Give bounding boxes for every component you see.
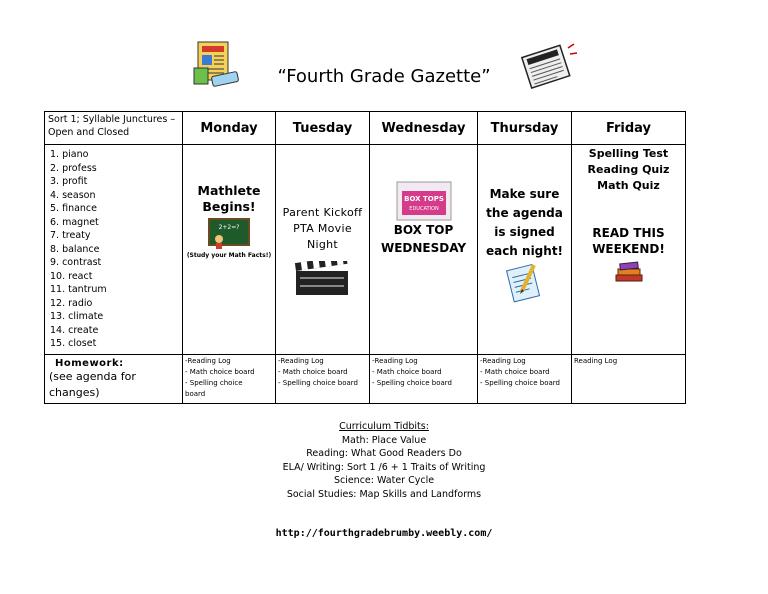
newsletter-clipart [192,38,244,90]
friday-event-cell [572,145,686,355]
day-header-wednesday: Wednesday [370,112,478,145]
homework-monday [183,355,276,404]
list-item: 5. finance [50,203,97,214]
day-header-thursday: Thursday [478,112,572,145]
list-item: 10. react [50,270,93,282]
svg-text:EDUCATION: EDUCATION [409,206,439,212]
list-item: Science: Water Cycle [333,475,435,487]
list-item: Social Studies: Map Skills and Landforms [286,488,482,500]
list-item: - Spelling choice board [278,379,358,387]
list-item: -Reading Log [480,357,526,365]
weekly-schedule-table [44,111,686,404]
list-item: 2. profess [50,162,97,174]
page-title: “Fourth Grade Gazette” [277,66,491,87]
homework-label: Homework: [55,358,124,369]
friday-quiz-text: Spelling Test Reading Quiz Math Quiz [587,147,670,192]
list-item: ELA/ Writing: Sort 1 /6 + 1 Traits of Writing [282,461,486,473]
website-url: http://fourthgradebrumby.weebly.com/ [275,528,493,539]
svg-text:2+2=?: 2+2=? [218,224,240,231]
list-item: - Math choice board [278,368,348,376]
parent-kickoff-text: Parent Kickoff PTA Movie Night [282,206,363,251]
list-item: -Reading Log [185,357,231,365]
day-header-row [45,112,686,145]
list-item: Reading: What Good Readers Do [306,448,462,460]
homework-tuesday [276,355,370,404]
list-item: 11. tantrum [50,284,107,295]
books-clipart [614,259,644,287]
mathlete-text: Mathlete Begins! [197,183,261,214]
homework-thursday [478,355,572,404]
list-item: - Math choice board [372,368,442,376]
day-header-monday: Monday [183,112,276,145]
read-this-weekend-text: READ THIS WEEKEND! [592,226,665,256]
list-item: 12. radio [50,297,93,309]
list-item: board [185,390,206,398]
homework-friday [572,355,686,404]
monday-event-cell [183,145,276,355]
box-top-text: BOX TOP WEDNESDAY [380,223,467,255]
homework-wednesday [370,355,478,404]
day-header-tuesday: Tuesday [276,112,370,145]
list-item: 4. season [50,189,96,201]
list-item: - Math choice board [480,368,550,376]
list-item: 6. magnet [50,216,99,228]
homework-row [45,355,686,404]
newspaper-clipart [518,42,578,92]
day-header-friday: Friday [572,112,686,145]
agenda-reminder-text: Make sure the agenda is signed each night! [485,187,564,258]
homework-note: (see agenda for changes) [49,370,136,399]
list-item: 7. treaty [50,230,91,241]
clapperboard-clipart [292,261,352,301]
wednesday-event-cell [370,145,478,355]
thursday-event-cell [478,145,572,355]
list-item: 13. climate [50,311,104,322]
spelling-word-list [45,145,183,355]
list-item: - Spelling choice board [480,379,560,387]
list-item: 9. contrast [50,257,102,268]
notepad-pencil-clipart [504,261,546,309]
mathlete-subtext: (Study your Math Facts!) [186,252,272,259]
list-item: - Math choice board [185,368,255,376]
list-item: 3. profit [50,176,88,187]
curriculum-tidbits [200,420,568,502]
list-item: 15. closet [50,338,97,349]
events-row [45,145,686,355]
tidbits-heading: Curriculum Tidbits: [339,421,429,432]
list-item: 8. balance [50,243,100,255]
tuesday-event-cell [276,145,370,355]
list-item: 14. create [50,324,99,336]
list-item: Reading Log [574,357,618,365]
list-item: -Reading Log [372,357,418,365]
svg-text:BOX TOPS: BOX TOPS [404,195,444,203]
list-item: 1. piano [50,149,89,160]
list-item: - Spelling choice [185,379,243,387]
list-item: Math: Place Value [341,434,427,446]
box-tops-clipart [396,181,452,225]
math-board-clipart [207,217,251,255]
homework-label-cell [45,355,183,404]
list-item: -Reading Log [278,357,324,365]
sort-title: Sort 1; Syllable Junctures – Open and Closed [45,112,183,145]
list-item: - Spelling choice board [372,379,452,387]
